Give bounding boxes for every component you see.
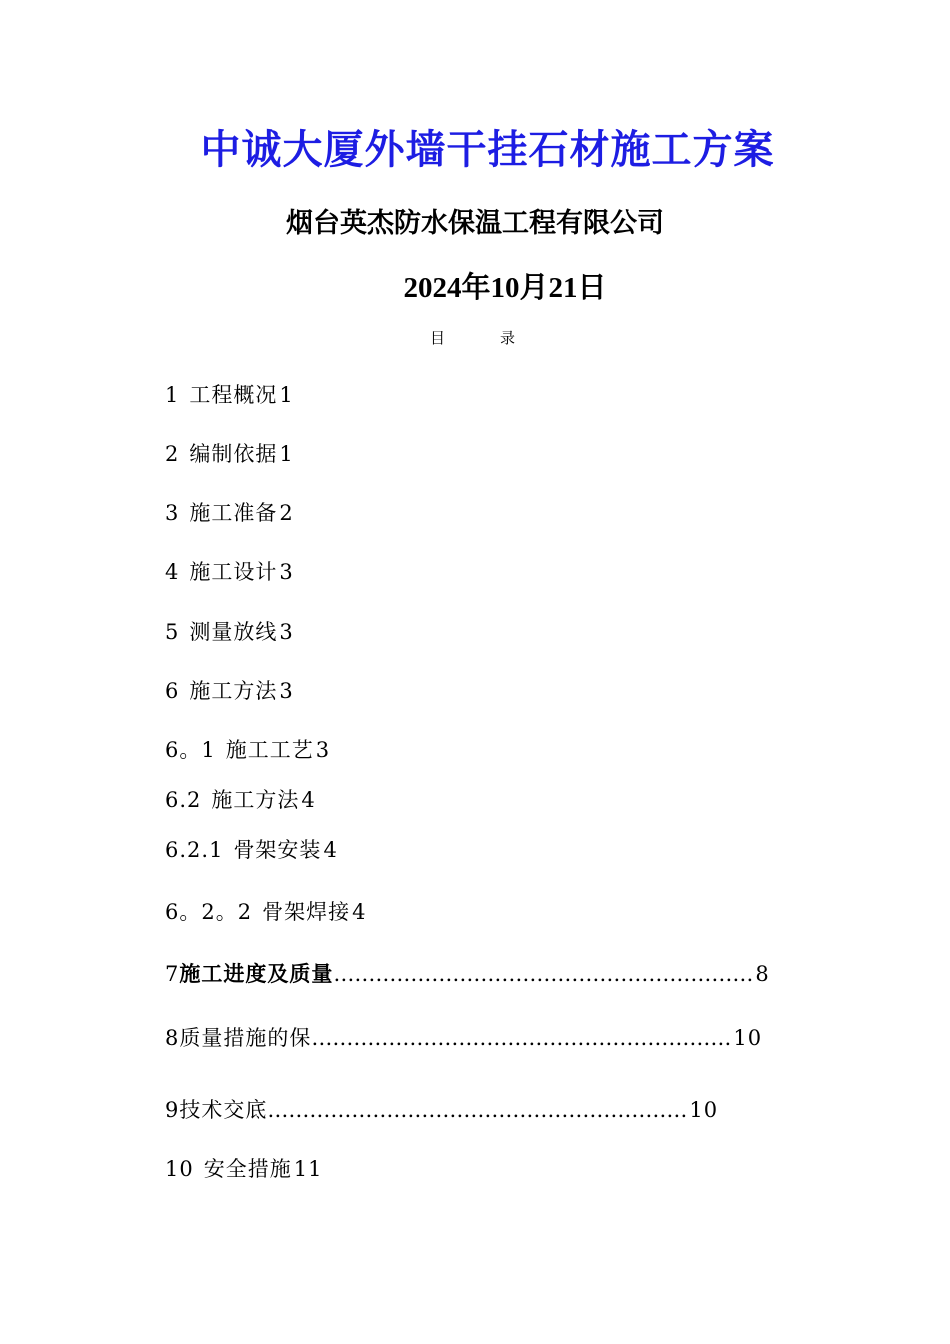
toc-item-page: 3 [279, 679, 294, 703]
toc-item-page: 4 [352, 900, 367, 924]
toc-item-number: 6.2 [165, 788, 202, 812]
toc-item-label: 技术交底 [179, 1098, 268, 1122]
toc-item-page: 10 [689, 1098, 719, 1122]
toc-item[interactable] [165, 1094, 718, 1124]
toc-item-page: 10 [733, 1026, 763, 1050]
toc-item-label: 施工方法 [189, 679, 278, 703]
toc-item-label: 骨架焊接 [262, 900, 351, 924]
toc-item-leader: …………………………………………………… [267, 1098, 688, 1122]
toc-item-number: 6。2。2 [165, 900, 253, 924]
toc-item-number: 7 [165, 962, 180, 986]
toc-item-leader: …………………………………………………… [311, 1026, 732, 1050]
toc-item-label: 安全措施 [203, 1157, 292, 1181]
toc-item-number: 6.2.1 [165, 838, 224, 862]
toc-item[interactable] [165, 556, 294, 586]
toc-item-label: 施工准备 [189, 501, 278, 525]
toc-item-page: 3 [279, 620, 294, 644]
toc-item-number: 8 [165, 1026, 180, 1050]
toc-item-label: 施工工艺 [225, 738, 314, 762]
toc-item-label: 骨架安装 [233, 838, 322, 862]
toc-item-page: 3 [279, 560, 294, 584]
toc-item-label: 工程概况 [189, 383, 278, 407]
toc-item-label: 测量放线 [189, 620, 278, 644]
toc-item-number: 6。1 [165, 738, 216, 762]
toc-item-page: 4 [301, 788, 316, 812]
toc-item[interactable] [165, 1022, 762, 1052]
toc-item-number: 6 [165, 679, 180, 703]
toc-item[interactable] [165, 438, 294, 468]
toc-item-page: 1 [279, 383, 294, 407]
document-title: 中诚大厦外墙干挂石材施工方案 [200, 127, 775, 173]
toc-item[interactable] [165, 734, 330, 764]
toc-heading [430, 327, 515, 348]
toc-item[interactable] [165, 675, 294, 705]
toc-item-label: 质量措施的保 [179, 1026, 312, 1050]
toc-item-number: 2 [165, 442, 180, 466]
toc-item[interactable] [165, 379, 294, 409]
toc-item-label: 施工设计 [189, 560, 278, 584]
toc-item-page: 4 [323, 838, 338, 862]
toc-item-page: 11 [293, 1157, 323, 1181]
toc-item-leader: …………………………………………………… [333, 962, 754, 986]
toc-item-page: 8 [755, 962, 770, 986]
toc-item-number: 10 [165, 1157, 194, 1181]
toc-item[interactable] [165, 497, 294, 527]
toc-item[interactable] [165, 1153, 322, 1183]
toc-item[interactable] [165, 834, 338, 864]
toc-item-page: 1 [279, 442, 294, 466]
toc-heading-right: 录 [500, 329, 516, 347]
toc-item-page: 2 [279, 501, 294, 525]
toc-item-label: 施工方法 [211, 788, 300, 812]
toc-item-number: 1 [165, 383, 180, 407]
toc-item-label: 编制依据 [189, 442, 278, 466]
toc-item[interactable] [165, 958, 770, 988]
company-name: 烟台英杰防水保温工程有限公司 [286, 208, 664, 239]
toc-item-number: 3 [165, 501, 180, 525]
toc-item-number: 5 [165, 620, 180, 644]
toc-item-label: 施工进度及质量 [179, 962, 334, 986]
toc-item-number: 4 [165, 560, 180, 584]
document-date: 2024年10月21日 [403, 272, 607, 304]
toc-item-page: 3 [315, 738, 331, 762]
toc-item[interactable] [165, 784, 316, 814]
toc-heading-left: 目 [430, 329, 446, 347]
toc-item-number: 9 [165, 1098, 180, 1122]
toc-item[interactable] [165, 616, 294, 646]
toc-item[interactable] [165, 896, 366, 926]
